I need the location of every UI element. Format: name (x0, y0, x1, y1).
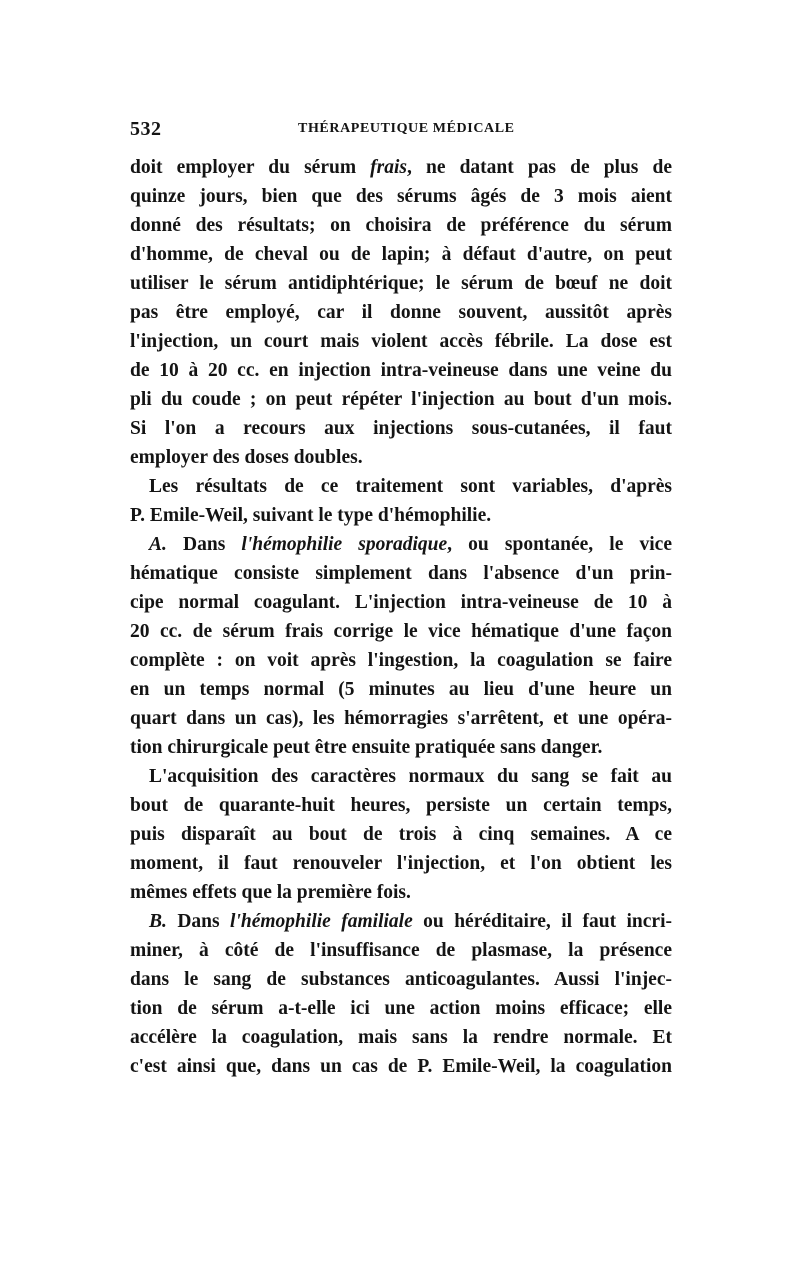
text-line (130, 820, 672, 849)
running-title: THÉRAPEUTIQUE MÉDICALE (298, 121, 515, 136)
text-segment: utiliser le sérum antidiphtérique; le sérum de bœuf ne doit (130, 273, 672, 294)
page-number: 532 (130, 118, 162, 140)
text-line (130, 762, 672, 791)
text-segment: employer des doses doubles. (130, 447, 363, 468)
text-segment: L'acquisition des caractères normaux du sang se fait au (149, 766, 672, 787)
text-segment: Dans (166, 534, 242, 555)
text-line (130, 182, 672, 211)
text-segment: cipe normal coagulant. L'injection intra-veineuse de 10 à (130, 592, 672, 613)
italic-text: l'hémophilie sporadique (241, 534, 448, 555)
text-segment: dans le sang de substances anticoagulantes. Aussi l'injec- (130, 969, 672, 990)
text-line (130, 675, 672, 704)
text-line (130, 791, 672, 820)
text-line (130, 211, 672, 240)
text-segment: quinze jours, bien que des sérums âgés de 3 mois aient (130, 186, 672, 207)
text-line (130, 327, 672, 356)
text-line (130, 733, 672, 762)
text-segment: ou héréditaire, il faut incri- (412, 911, 672, 932)
text-segment: Dans (166, 911, 231, 932)
page-header (130, 118, 672, 142)
text-segment: moment, il faut renouveler l'injection, et l'on obtient les (130, 853, 672, 874)
text-segment: pas être employé, car il donne souvent, aussitôt après (130, 302, 672, 323)
text-line (130, 501, 672, 530)
text-line (130, 617, 672, 646)
text-line (130, 559, 672, 588)
text-line (130, 907, 672, 936)
text-segment: c'est ainsi que, dans un cas de P. Emile-Weil, la coagulation (130, 1056, 672, 1077)
text-line (130, 385, 672, 414)
text-line (130, 994, 672, 1023)
text-line (130, 472, 672, 501)
text-line (130, 936, 672, 965)
body-text (130, 153, 672, 1081)
text-segment: bout de quarante-huit heures, persiste un certain temps, (130, 795, 672, 816)
text-segment: donné des résultats; on choisira de préférence du sérum (130, 215, 672, 236)
text-line (130, 356, 672, 385)
text-segment: , ou spontanée, le vice (447, 534, 672, 555)
text-line (130, 849, 672, 878)
text-segment: accélère la coagulation, mais sans la rendre normale. Et (130, 1027, 672, 1048)
text-line (130, 269, 672, 298)
text-segment: hématique consiste simplement dans l'absence d'un prin- (130, 563, 672, 584)
text-segment: tion de sérum a-t-elle ici une action moins efficace; elle (130, 998, 672, 1019)
text-segment: d'homme, de cheval ou de lapin; à défaut d'autre, on peut (130, 244, 672, 265)
text-line (130, 443, 672, 472)
text-segment: , ne datant pas de plus de (407, 157, 672, 178)
text-line (130, 153, 672, 182)
text-line (130, 414, 672, 443)
text-segment: puis disparaît au bout de trois à cinq semaines. A ce (130, 824, 672, 845)
text-line (130, 878, 672, 907)
text-segment: quart dans un cas), les hémorragies s'arrêtent, et une opéra- (130, 708, 672, 729)
text-segment: complète : on voit après l'ingestion, la coagulation se faire (130, 650, 672, 671)
text-segment: miner, à côté de l'insuffisance de plasmase, la présence (130, 940, 672, 961)
text-segment: pli du coude ; on peut répéter l'injection au bout d'un mois. (130, 389, 672, 410)
text-segment: l'injection, un court mais violent accès fébrile. La dose est (130, 331, 672, 352)
text-segment: tion chirurgicale peut être ensuite pratiquée sans danger. (130, 737, 603, 758)
text-segment: de 10 à 20 cc. en injection intra-veineuse dans une veine du (130, 360, 672, 381)
text-segment: Si l'on a recours aux injections sous-cutanées, il faut (130, 418, 672, 439)
text-line (130, 965, 672, 994)
text-line (130, 588, 672, 617)
text-segment: doit employer du sérum (130, 157, 371, 178)
italic-text: l'hémophilie familiale (230, 911, 413, 932)
text-segment: en un temps normal (5 minutes au lieu d'une heure un (130, 679, 672, 700)
text-line (130, 704, 672, 733)
italic-text: frais (370, 157, 408, 178)
text-line (130, 298, 672, 327)
text-segment: Les résultats de ce traitement sont variables, d'après (149, 476, 672, 497)
italic-text: A. (149, 534, 167, 555)
italic-text: B. (149, 911, 167, 932)
text-line (130, 1052, 672, 1081)
text-line (130, 240, 672, 269)
text-segment: P. Emile-Weil, suivant le type d'hémophilie. (130, 505, 492, 526)
text-segment: 20 cc. de sérum frais corrige le vice hématique d'une façon (130, 621, 672, 642)
text-line (130, 1023, 672, 1052)
text-segment: mêmes effets que la première fois. (130, 882, 411, 903)
text-line (130, 646, 672, 675)
text-line (130, 530, 672, 559)
